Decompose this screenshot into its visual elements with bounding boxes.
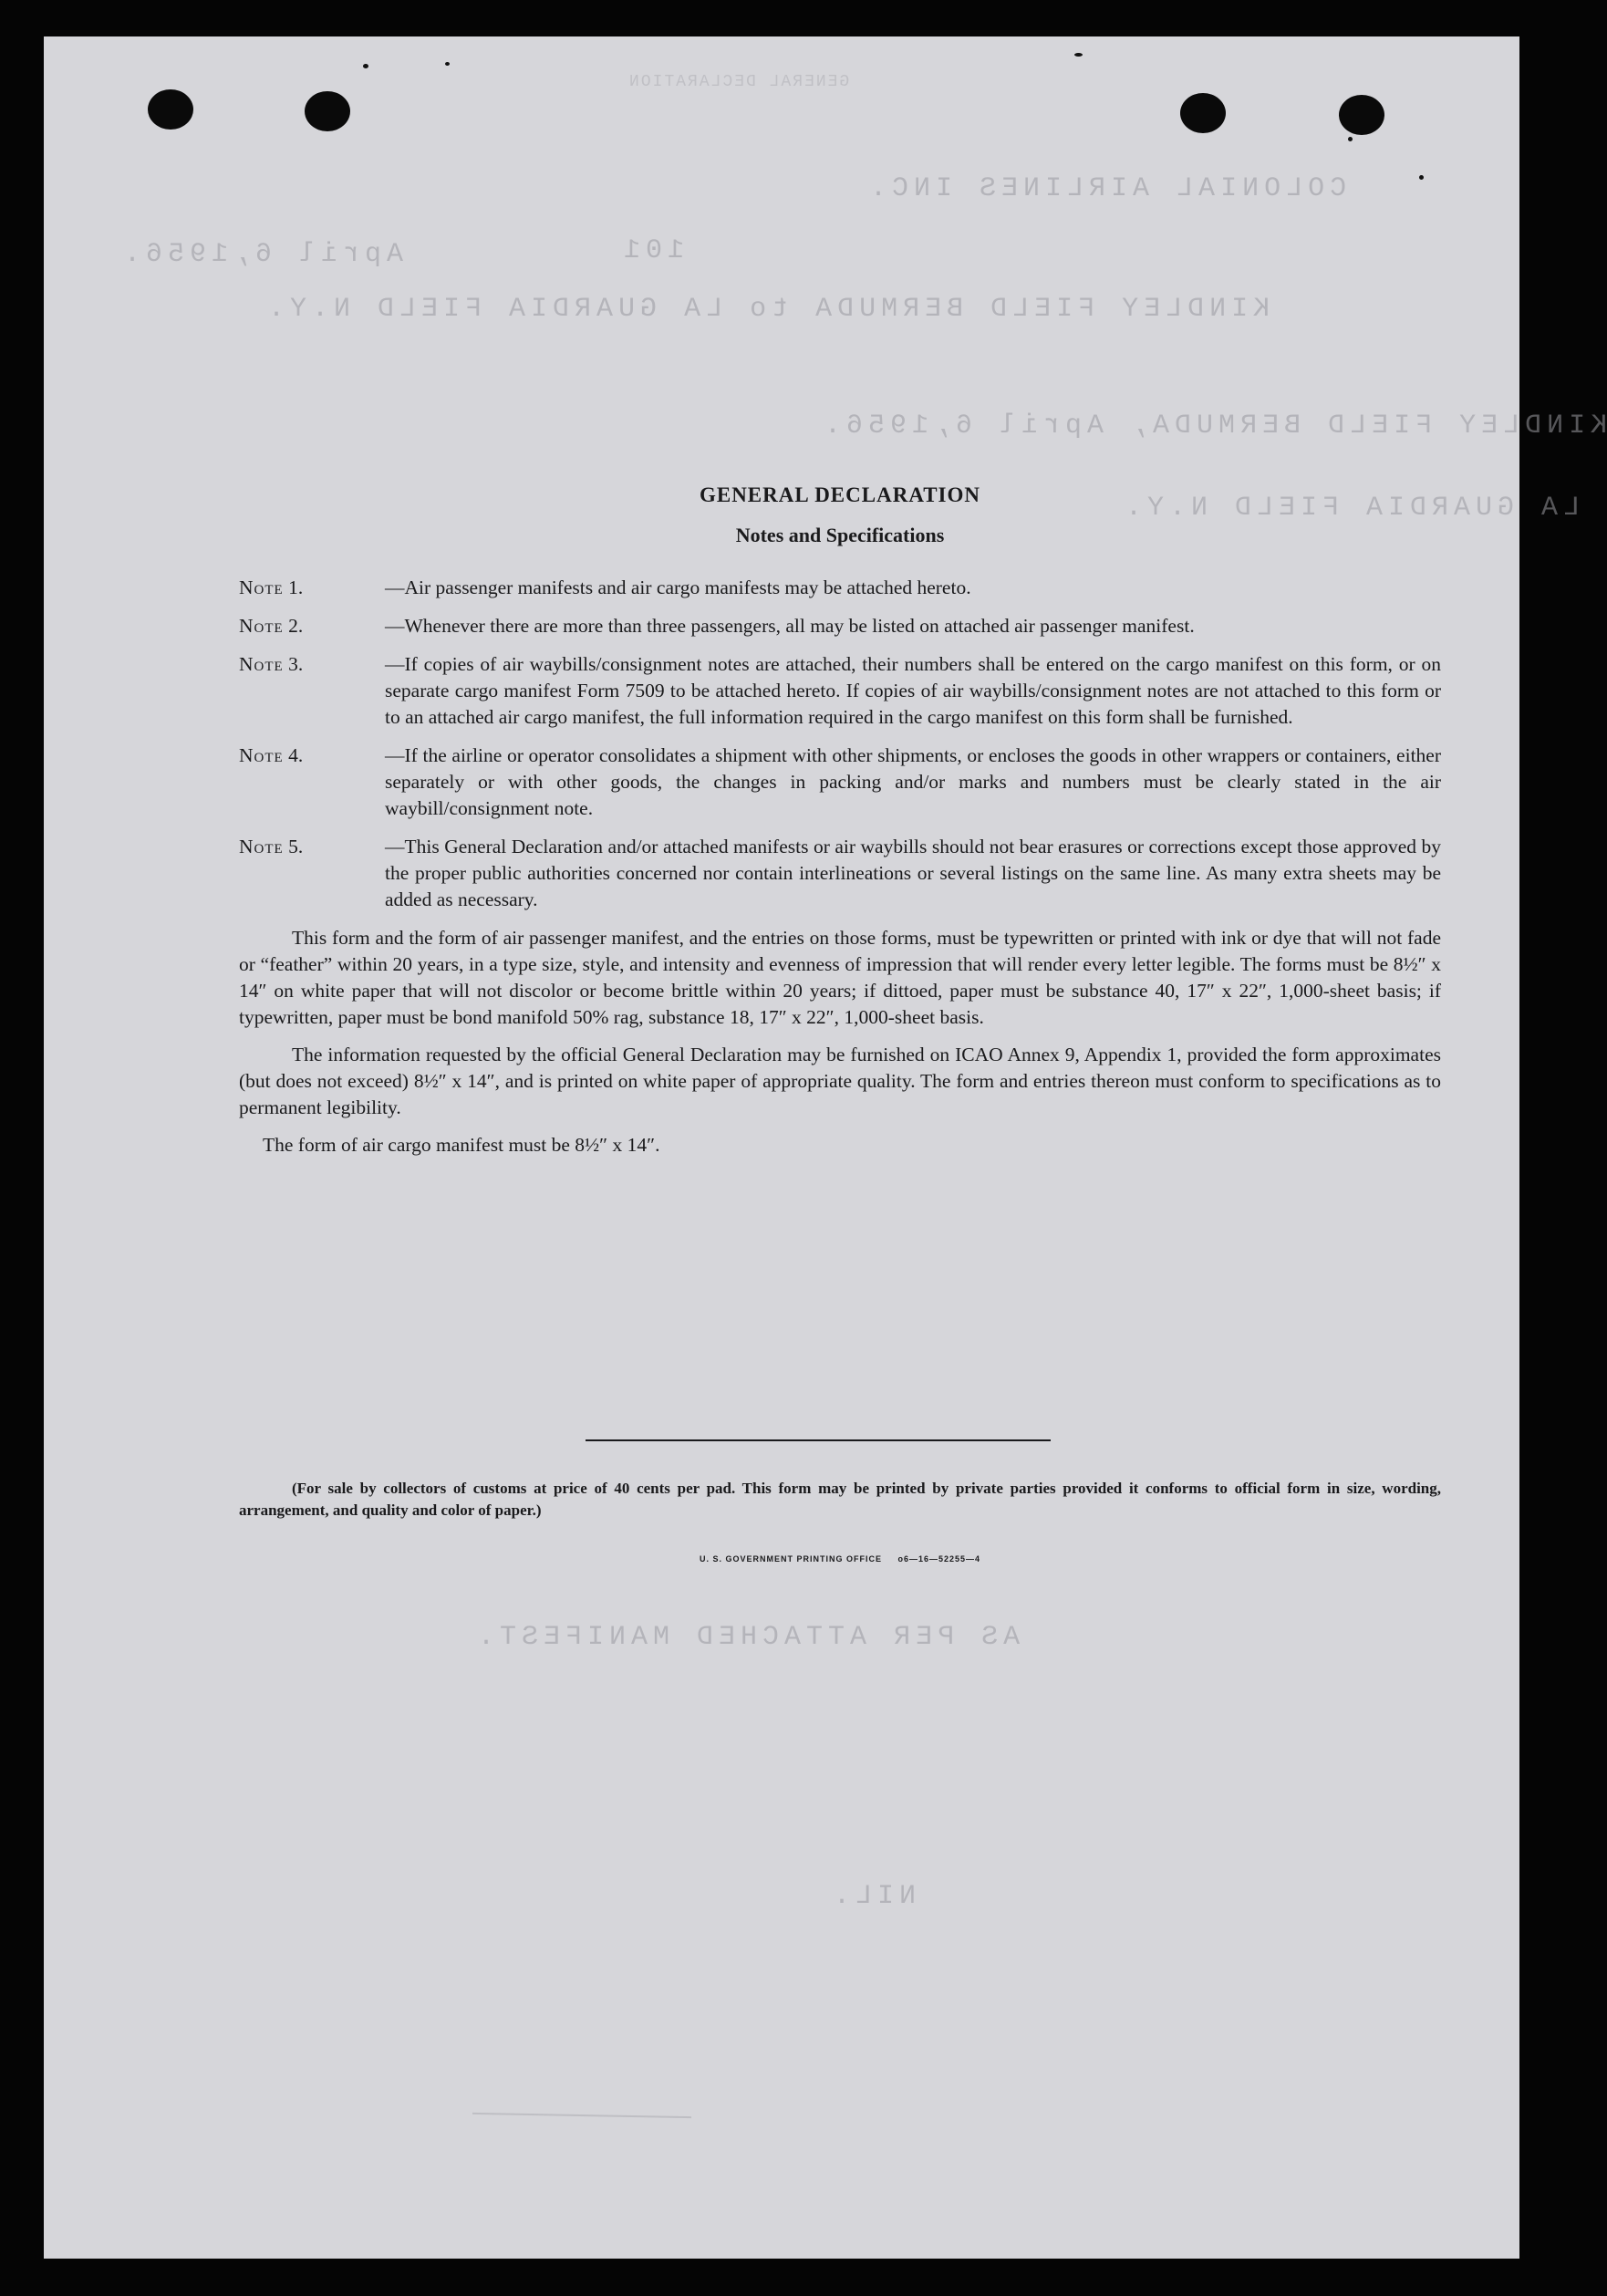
bleed-through-passengers: AS PER ATTACHED MANIFEST. xyxy=(472,1622,1021,1653)
bleed-through-rule xyxy=(472,2113,691,2118)
note-text: —Whenever there are more than three passengers, all may be listed on attached air passenger manifest. xyxy=(385,615,1195,637)
note-1 xyxy=(239,575,1441,601)
note-4 xyxy=(239,743,1441,822)
note-text: —This General Declaration and/or attached manifests or air waybills should not bear erasures or corrections except those approved by the proper public authorities concerned nor contain interlineations or several listings on the same line. As many extra sheets may be added as necessary. xyxy=(385,836,1441,910)
ink-speck xyxy=(363,64,368,68)
note-text: —If copies of air waybills/consignment notes are attached, their numbers shall be entered on the cargo manifest on this form, or on separate cargo manifest Form 7509 to be attached hereto. If copies of air waybills/consignment notes are not attached to this form or to an attached air cargo manifest, the full information required in the cargo manifest on this form shall be furnished. xyxy=(385,653,1441,728)
icao-paragraph: The information requested by the official General Declaration may be furnished on ICAO Annex 9, Appendix 1, provided the form approximates (but does not exceed) 8½″ x 14″, and is printed on white paper of appropriate quality. The form and entries thereon must conform to specifications as to permanent legibility. xyxy=(239,1044,1441,1118)
note-text: —Air passenger manifests and air cargo manifests may be attached hereto. xyxy=(385,577,971,598)
note-text: —If the airline or operator consolidates a shipment with other shipments, or encloses the goods in other wrappers or containers, either separately or with other goods, the changes in packing and/or marks and numbers must be clearly stated in the air waybill/consignment note. xyxy=(385,744,1441,819)
bleed-through-cargo: NIL. xyxy=(828,1881,917,1912)
ink-speck xyxy=(1074,53,1083,57)
cargo-manifest-size-paragraph: The form of air cargo manifest must be 8½″ x 14″. xyxy=(263,1134,660,1156)
page-subtitle: Notes and Specifications xyxy=(735,524,945,546)
bleed-through-arrival: LA GUARDIA FIELD N.Y. xyxy=(1120,493,1581,524)
note-label: Note xyxy=(239,744,284,766)
ink-speck xyxy=(445,62,450,66)
note-label: Note xyxy=(239,653,284,675)
note-5 xyxy=(239,834,1441,913)
bleed-through-date: April 6,1956. xyxy=(119,239,404,270)
punch-hole xyxy=(305,91,350,131)
note-number: 1. xyxy=(288,577,304,598)
note-label: Note xyxy=(239,836,284,857)
bleed-through-route: KINDLEY FIELD BERMUDA to LA GUARDIA FIELD N.Y. xyxy=(263,294,1270,325)
note-number: 4. xyxy=(288,744,304,766)
paper-specification-paragraph: This form and the form of air passenger manifest, and the entries on those forms, must be typewritten or printed with ink or dye that will not fade or “feather” within 20 years, in a type size, style, and intensity and evenness of impression that will render every letter legible. The forms must be 8½″ x 14″ on white paper that will not discolor or become brittle within 20 years; if dittoed, paper must be substance 40, 17″ x 22″, 1,000-sheet basis; if typewritten, paper must be bond manifold 50% rag, substance 18, 17″ x 22″, 1,000-sheet basis. xyxy=(239,927,1441,1028)
note-number: 3. xyxy=(288,653,304,675)
ink-speck xyxy=(1348,137,1353,141)
ink-speck xyxy=(1419,175,1424,180)
punch-hole xyxy=(1339,95,1384,135)
note-number: 5. xyxy=(288,836,304,857)
page-title: GENERAL DECLARATION xyxy=(699,483,981,506)
bleed-through-departure: KINDLEY FIELD BERMUDA, April 6,1956. xyxy=(819,410,1607,442)
bleed-through-flight: 101 xyxy=(618,235,685,266)
note-3 xyxy=(239,651,1441,731)
punch-hole xyxy=(148,89,193,130)
note-number: 2. xyxy=(288,615,304,637)
bleed-through-operator: COLONIAL AIRLINES INC. xyxy=(865,173,1347,204)
sale-notice: (For sale by collectors of customs at price of 40 cents per pad. This form may be printed by private parties provided it conforms to official form in size, wording, arrangement, and quality and color of paper.) xyxy=(239,1480,1441,1519)
document-page xyxy=(44,36,1607,2259)
punch-hole xyxy=(1180,93,1226,133)
note-label: Note xyxy=(239,577,284,598)
printer-imprint: U. S. GOVERNMENT PRINTING OFFICE o6—16—52255—4 xyxy=(699,1554,981,1564)
bleed-through-header: GENERAL DECLARATION xyxy=(627,73,850,91)
note-2 xyxy=(239,613,1441,639)
notes-list xyxy=(239,575,1441,1169)
divider-rule xyxy=(586,1439,1051,1441)
note-label: Note xyxy=(239,615,284,637)
